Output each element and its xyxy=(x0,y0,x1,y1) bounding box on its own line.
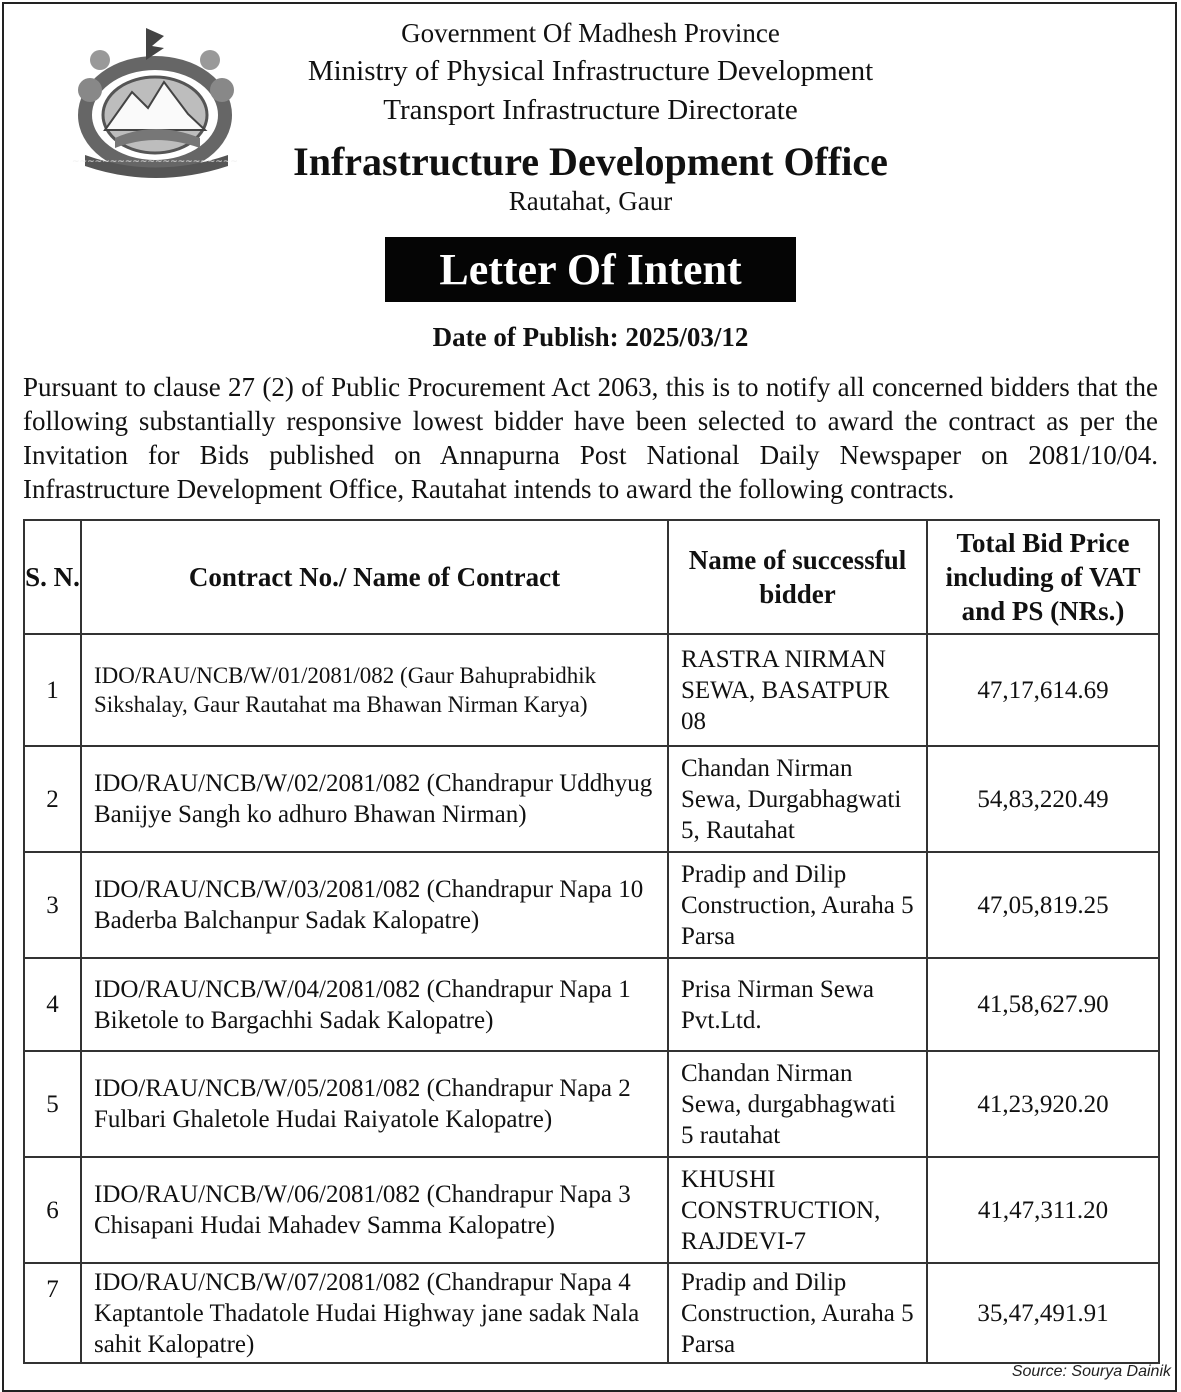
row-sn: 7 xyxy=(24,1263,81,1363)
table-row xyxy=(24,1157,1159,1263)
notice-body: Pursuant to clause 27 (2) of Public Procurement Act 2063, this is to notify all concerned bidders that the following substantially responsive lowest bidder have been selected to award the contract as per the Invitation for Bids published on Annapurna Post National Daily Newspaper on 2081/10/04. Infrastructure Development Office, Rautahat intends to award the following contracts. xyxy=(23,372,1158,504)
office-location: Rautahat, Gaur xyxy=(508,186,673,216)
office-title: Infrastructure Development Office xyxy=(293,139,888,184)
ministry-line: Ministry of Physical Infrastructure Development xyxy=(307,55,874,87)
row-price: 54,83,220.49 xyxy=(927,746,1159,852)
row-contract: IDO/RAU/NCB/W/04/2081/082 (Chandrapur Napa 1 Biketole to Bargachhi Sadak Kalopatre) xyxy=(81,958,668,1051)
table-header-row xyxy=(24,520,1159,634)
directorate-line: Transport Infrastructure Directorate xyxy=(383,94,798,126)
table-row xyxy=(24,1263,1159,1363)
source-credit: Source: Sourya Dainik xyxy=(1011,1363,1171,1380)
row-price: 47,05,819.25 xyxy=(927,852,1159,958)
row-bidder: Pradip and Dilip Construction, Auraha 5 Parsa xyxy=(668,1263,927,1363)
award-table xyxy=(23,519,1160,1364)
row-bidder: RASTRA NIRMAN SEWA, BASATPUR 08 xyxy=(668,634,927,746)
government-line: Government Of Madhesh Province xyxy=(401,18,780,48)
row-sn: 2 xyxy=(24,746,81,852)
row-price: 35,47,491.91 xyxy=(927,1263,1159,1363)
notice-title: Letter Of Intent xyxy=(385,237,796,302)
row-contract: IDO/RAU/NCB/W/01/2081/082 (Gaur Bahuprabidhik Sikshalay, Gaur Rautahat ma Bhawan Nirman Karya) xyxy=(81,634,668,746)
row-contract: IDO/RAU/NCB/W/02/2081/082 (Chandrapur Uddhyug Banijye Sangh ko adhuro Bhawan Nirman) xyxy=(81,746,668,852)
row-contract: IDO/RAU/NCB/W/03/2081/082 (Chandrapur Napa 10 Baderba Balchanpur Sadak Kalopatre) xyxy=(81,852,668,958)
publish-date: Date of Publish: 2025/03/12 xyxy=(432,322,749,352)
row-contract: IDO/RAU/NCB/W/07/2081/082 (Chandrapur Napa 4 Kaptantole Thadatole Hudai Highway jane sadak Nala sahit Kalopatre) xyxy=(81,1263,668,1363)
row-bidder: KHUSHI CONSTRUCTION, RAJDEVI-7 xyxy=(668,1157,927,1263)
table-row xyxy=(24,746,1159,852)
table-row xyxy=(24,634,1159,746)
svg-text:~~~~~~~~~~~~~~~~~~~~~~: ~~~~~~~~~~~~~~~~~~~~~~ xyxy=(72,157,238,167)
row-sn: 5 xyxy=(24,1051,81,1157)
header-sn: S. N. xyxy=(24,520,81,634)
row-sn: 1 xyxy=(24,634,81,746)
row-sn: 3 xyxy=(24,852,81,958)
row-bidder: Pradip and Dilip Construction, Auraha 5 Parsa xyxy=(668,852,927,958)
row-bidder: Prisa Nirman Sewa Pvt.Ltd. xyxy=(668,958,927,1051)
row-contract: IDO/RAU/NCB/W/06/2081/082 (Chandrapur Napa 3 Chisapani Hudai Mahadev Samma Kalopatre) xyxy=(81,1157,668,1263)
row-bidder: Chandan Nirman Sewa, durgabhagwati 5 rautahat xyxy=(668,1051,927,1157)
table-row xyxy=(24,1051,1159,1157)
table-row xyxy=(24,958,1159,1051)
row-price: 41,23,920.20 xyxy=(927,1051,1159,1157)
header-contract: Contract No./ Name of Contract xyxy=(81,520,668,634)
row-sn: 4 xyxy=(24,958,81,1051)
row-sn: 6 xyxy=(24,1157,81,1263)
row-bidder: Chandan Nirman Sewa, Durgabhagwati 5, Rautahat xyxy=(668,746,927,852)
row-contract: IDO/RAU/NCB/W/05/2081/082 (Chandrapur Napa 2 Fulbari Ghaletole Hudai Raiyatole Kalopatre) xyxy=(81,1051,668,1157)
row-price: 47,17,614.69 xyxy=(927,634,1159,746)
table-row xyxy=(24,852,1159,958)
row-price: 41,47,311.20 xyxy=(927,1157,1159,1263)
header-price: Total Bid Price including of VAT and PS (NRs.) xyxy=(927,520,1159,634)
header-bidder: Name of successful bidder xyxy=(668,520,927,634)
row-price: 41,58,627.90 xyxy=(927,958,1159,1051)
